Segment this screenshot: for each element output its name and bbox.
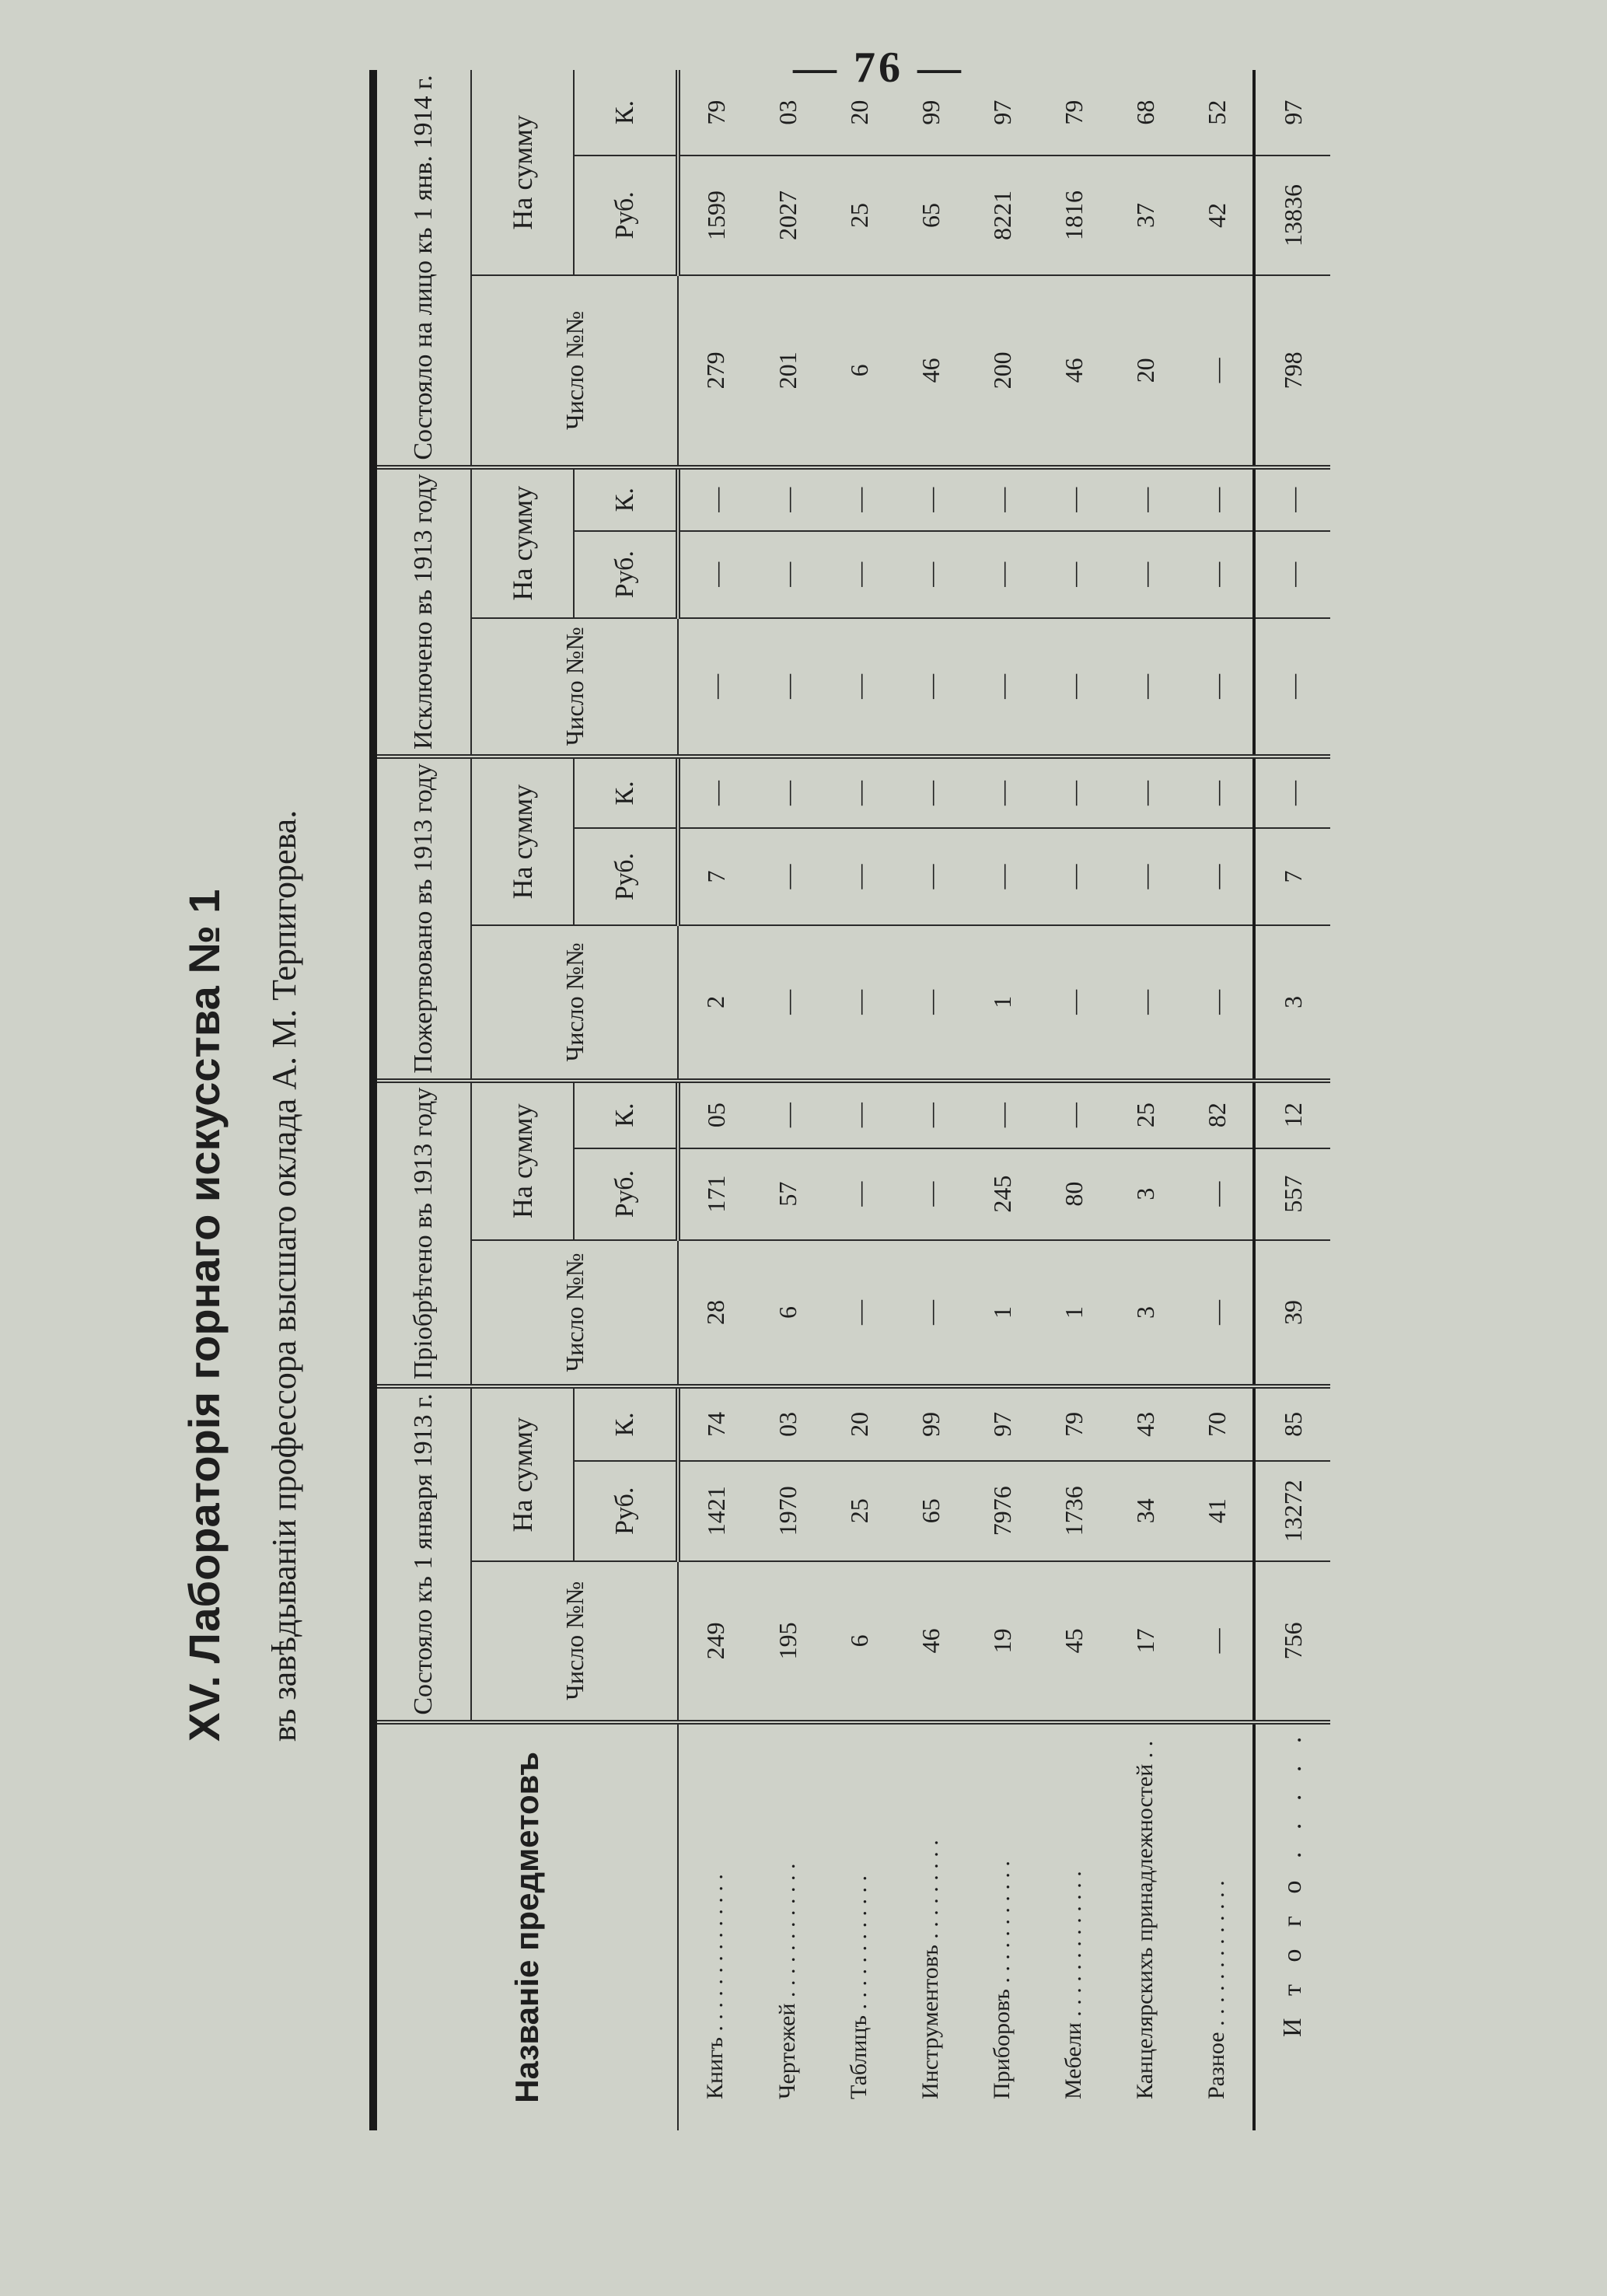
kop-cell: — — [1038, 1081, 1109, 1148]
rub-cell: — — [895, 828, 966, 925]
rub-cell: — — [1254, 531, 1330, 618]
kop-cell: 74 — [678, 1386, 752, 1460]
group-header-donated: Пожертвовано въ 1913 году — [373, 757, 471, 1081]
count-cell: — — [823, 618, 895, 757]
sum-header: На сумму — [471, 1386, 574, 1561]
kop-cell: — — [1181, 757, 1254, 828]
kop-cell: 68 — [1109, 70, 1181, 155]
count-cell: 195 — [752, 1561, 823, 1722]
count-cell: 6 — [823, 1561, 895, 1722]
rub-cell: 1599 — [678, 156, 752, 275]
rub-header: Руб. — [574, 1461, 678, 1561]
rub-cell: — — [823, 531, 895, 618]
count-cell: 19 — [966, 1561, 1038, 1722]
kop-cell: 20 — [823, 70, 895, 155]
count-cell: 28 — [678, 1240, 752, 1387]
count-header: Число №№ — [471, 1240, 678, 1387]
count-cell: — — [1181, 1561, 1254, 1722]
count-cell: — — [895, 1240, 966, 1387]
item-name: Таблицъ . . . . . . . . . . . . — [846, 1875, 872, 2099]
kop-cell: 25 — [1109, 1081, 1181, 1148]
item-name: Инструментовъ . . . . . . . . . — [917, 1840, 943, 2099]
rub-cell: — — [752, 531, 823, 618]
table-subtitle: въ завѣдываніи профессора высшаго оклада А. М. Терпигорева. — [265, 809, 303, 1742]
count-cell: 45 — [1038, 1561, 1109, 1722]
group-header-start-1913: Состояло къ 1 января 1913 г. — [373, 1386, 471, 1721]
count-cell: — — [1181, 275, 1254, 467]
count-cell: — — [1181, 925, 1254, 1081]
count-header: Число №№ — [471, 1561, 678, 1722]
count-cell: 798 — [1254, 275, 1330, 467]
count-cell: — — [1181, 1240, 1254, 1387]
kop-cell: — — [823, 757, 895, 828]
table-row — [895, 70, 966, 2130]
count-cell: 17 — [1109, 1561, 1181, 1722]
kop-cell: 99 — [895, 1386, 966, 1460]
kop-cell: — — [1038, 467, 1109, 531]
kop-cell: — — [823, 467, 895, 531]
rub-cell: 80 — [1038, 1148, 1109, 1240]
kop-cell: 03 — [752, 1386, 823, 1460]
rub-header: Руб. — [574, 531, 678, 618]
kop-cell: — — [678, 757, 752, 828]
kop-cell: 82 — [1181, 1081, 1254, 1148]
rub-cell: 41 — [1181, 1461, 1254, 1561]
rub-cell: — — [1109, 531, 1181, 618]
rub-cell: 57 — [752, 1148, 823, 1240]
table-title: XV. Лабораторія горнаго искусства № 1 — [180, 889, 229, 1742]
kop-cell: 79 — [678, 70, 752, 155]
rub-cell: — — [1038, 828, 1109, 925]
rub-cell: 13272 — [1254, 1461, 1330, 1561]
group-header-excluded: Исключено въ 1913 году — [373, 467, 471, 757]
count-cell: 1 — [966, 925, 1038, 1081]
table-row — [823, 70, 895, 2130]
kop-cell: 97 — [966, 1386, 1038, 1460]
count-cell: 279 — [678, 275, 752, 467]
count-cell: — — [1038, 925, 1109, 1081]
rub-cell: 171 — [678, 1148, 752, 1240]
item-name: Чертежей . . . . . . . . . . . . — [774, 1863, 800, 2099]
rub-cell: — — [895, 1148, 966, 1240]
count-cell: — — [1109, 618, 1181, 757]
kop-cell: — — [678, 467, 752, 531]
count-cell: 1 — [966, 1240, 1038, 1387]
count-cell: — — [752, 925, 823, 1081]
rub-cell: 37 — [1109, 156, 1181, 275]
table-body — [678, 70, 1330, 2130]
kop-cell: 99 — [895, 70, 966, 155]
sum-header: На сумму — [471, 467, 574, 618]
rotated-table-block — [179, 75, 1602, 2177]
kop-cell: — — [1038, 757, 1109, 828]
kop-cell: 97 — [1254, 70, 1330, 155]
rub-cell: 7 — [678, 828, 752, 925]
rub-cell: 2027 — [752, 156, 823, 275]
rub-cell: 65 — [895, 156, 966, 275]
rub-cell: — — [823, 1148, 895, 1240]
count-cell: — — [895, 618, 966, 757]
rub-cell: 25 — [823, 1461, 895, 1561]
count-cell: 200 — [966, 275, 1038, 467]
sum-header: На сумму — [471, 1081, 574, 1240]
rub-cell: 3 — [1109, 1148, 1181, 1240]
table-row — [752, 70, 823, 2130]
count-cell: — — [823, 1240, 895, 1387]
rub-header: Руб. — [574, 156, 678, 275]
rub-cell: — — [752, 828, 823, 925]
rub-cell: — — [1181, 828, 1254, 925]
rub-cell: 25 — [823, 156, 895, 275]
count-cell: — — [966, 618, 1038, 757]
kop-cell: — — [966, 1081, 1038, 1148]
rub-cell: 245 — [966, 1148, 1038, 1240]
rub-cell: — — [966, 828, 1038, 925]
table-row — [1109, 70, 1181, 2130]
count-cell: 39 — [1254, 1240, 1330, 1387]
item-name: Мебели . . . . . . . . . . . . . — [1060, 1871, 1086, 2099]
kop-cell: — — [1181, 467, 1254, 531]
item-name: Разное . . . . . . . . . . . . . — [1204, 1880, 1229, 2099]
kop-cell: — — [752, 757, 823, 828]
rub-cell: — — [895, 531, 966, 618]
kop-cell: 43 — [1109, 1386, 1181, 1460]
rub-cell: — — [1109, 828, 1181, 925]
table-row — [966, 70, 1038, 2130]
group-header-acquired: Пріобрѣтено въ 1913 году — [373, 1081, 471, 1387]
kop-cell: 52 — [1181, 70, 1254, 155]
rub-cell: 42 — [1181, 156, 1254, 275]
rub-cell: 1421 — [678, 1461, 752, 1561]
kop-cell: — — [966, 757, 1038, 828]
rub-cell: — — [1181, 1148, 1254, 1240]
item-name: Книгъ . . . . . . . . . . . . . . — [702, 1874, 728, 2099]
rub-cell: — — [823, 828, 895, 925]
count-cell: 249 — [678, 1561, 752, 1722]
count-cell: — — [895, 925, 966, 1081]
count-cell: 46 — [895, 1561, 966, 1722]
kop-header: К. — [574, 1386, 678, 1460]
count-cell: — — [1038, 618, 1109, 757]
kop-cell: — — [966, 467, 1038, 531]
count-header: Число №№ — [471, 275, 678, 467]
rub-cell: 34 — [1109, 1461, 1181, 1561]
name-column-header: Названіе предметовъ — [373, 1722, 678, 2130]
rub-cell: 7976 — [966, 1461, 1038, 1561]
kop-cell: 70 — [1181, 1386, 1254, 1460]
rub-cell: — — [966, 531, 1038, 618]
kop-cell: 85 — [1254, 1386, 1330, 1460]
rub-cell: 8221 — [966, 156, 1038, 275]
group-header-end-1914: Состояло на лицо къ 1 янв. 1914 г. — [373, 70, 471, 467]
kop-cell: 97 — [966, 70, 1038, 155]
rub-cell: 65 — [895, 1461, 966, 1561]
kop-cell: 03 — [752, 70, 823, 155]
count-cell: 2 — [678, 925, 752, 1081]
count-cell: 46 — [1038, 275, 1109, 467]
kop-cell: 79 — [1038, 1386, 1109, 1460]
count-cell: 756 — [1254, 1561, 1330, 1722]
total-label: И т о г о . . . . . — [1254, 1722, 1330, 2130]
kop-cell: — — [895, 1081, 966, 1148]
kop-cell: — — [823, 1081, 895, 1148]
inventory-table — [369, 70, 1330, 2130]
table-row — [1038, 70, 1109, 2130]
kop-cell: — — [752, 467, 823, 531]
rub-cell: 1736 — [1038, 1461, 1109, 1561]
count-header: Число №№ — [471, 925, 678, 1081]
count-cell: 6 — [823, 275, 895, 467]
page-number: — 76 — — [793, 44, 964, 92]
count-cell: — — [1254, 618, 1330, 757]
item-name: Приборовъ . . . . . . . . . . . — [989, 1861, 1015, 2099]
rub-header: Руб. — [574, 1148, 678, 1240]
table-row — [678, 70, 752, 2130]
rub-cell: 557 — [1254, 1148, 1330, 1240]
sum-header: На сумму — [471, 757, 574, 925]
kop-cell: — — [1109, 757, 1181, 828]
count-header: Число №№ — [471, 618, 678, 757]
count-cell: 6 — [752, 1240, 823, 1387]
count-cell: 20 — [1109, 275, 1181, 467]
count-cell: — — [1181, 618, 1254, 757]
count-cell: 3 — [1254, 925, 1330, 1081]
kop-header: К. — [574, 467, 678, 531]
count-cell: — — [678, 618, 752, 757]
kop-cell: — — [1254, 757, 1330, 828]
table-row — [1181, 70, 1254, 2130]
kop-cell: — — [1109, 467, 1181, 531]
kop-cell: — — [1254, 467, 1330, 531]
kop-cell: 79 — [1038, 70, 1109, 155]
kop-header: К. — [574, 70, 678, 155]
kop-header: К. — [574, 757, 678, 828]
count-cell: — — [752, 618, 823, 757]
kop-cell: 05 — [678, 1081, 752, 1148]
count-cell: — — [1109, 925, 1181, 1081]
kop-cell: 12 — [1254, 1081, 1330, 1148]
rub-cell: — — [1038, 531, 1109, 618]
kop-cell: — — [752, 1081, 823, 1148]
kop-cell: — — [895, 467, 966, 531]
sum-header: На сумму — [471, 70, 574, 275]
kop-cell: — — [895, 757, 966, 828]
kop-cell: 20 — [823, 1386, 895, 1460]
count-cell: 46 — [895, 275, 966, 467]
rub-cell: — — [678, 531, 752, 618]
rub-cell: 7 — [1254, 828, 1330, 925]
rub-cell: 1816 — [1038, 156, 1109, 275]
rub-cell: 1970 — [752, 1461, 823, 1561]
total-row — [1254, 70, 1330, 2130]
item-name: Канцелярскихъ принадлежностей . . — [1132, 1740, 1158, 2099]
rub-cell: — — [1181, 531, 1254, 618]
kop-header: К. — [574, 1081, 678, 1148]
rub-header: Руб. — [574, 828, 678, 925]
count-cell: — — [823, 925, 895, 1081]
count-cell: 1 — [1038, 1240, 1109, 1387]
count-cell: 201 — [752, 275, 823, 467]
count-cell: 3 — [1109, 1240, 1181, 1387]
rub-cell: 13836 — [1254, 156, 1330, 275]
